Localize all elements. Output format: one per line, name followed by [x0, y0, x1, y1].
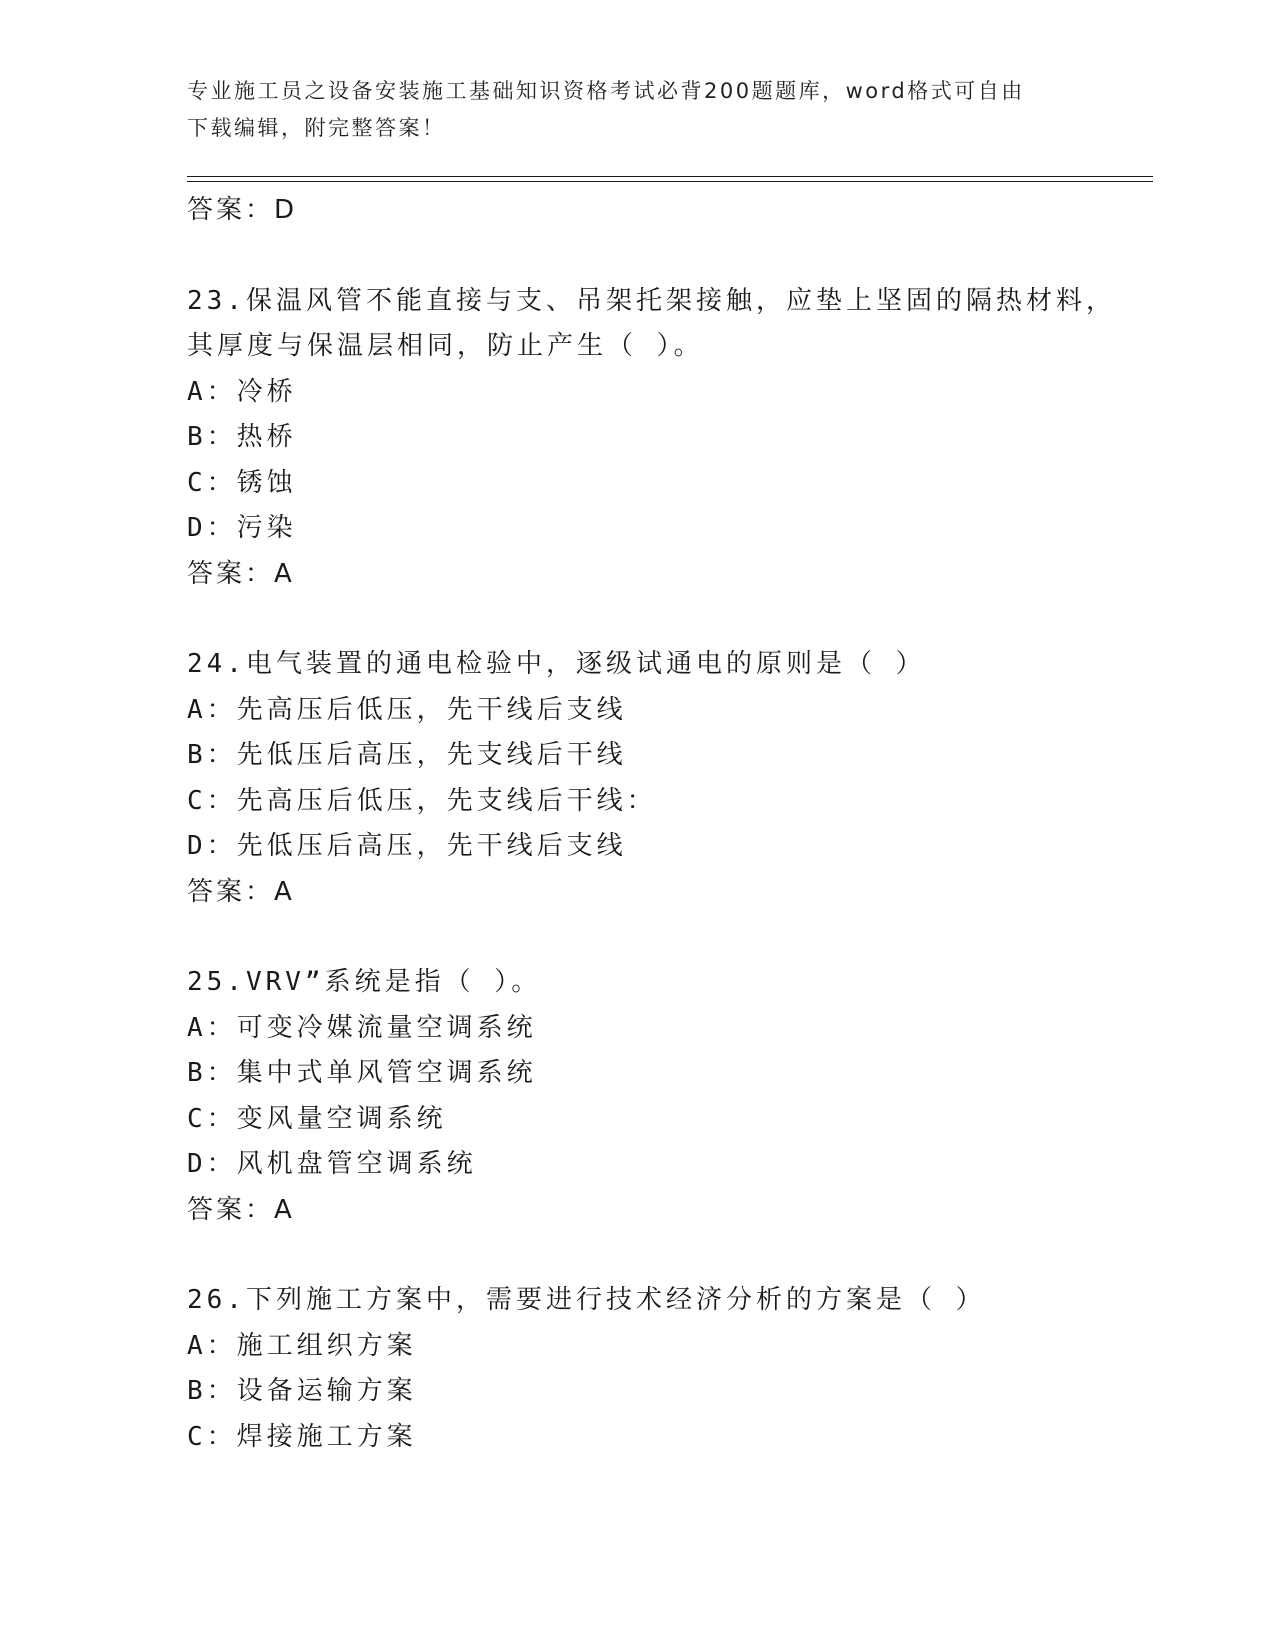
option-a: A：可变冷媒流量空调系统 — [187, 1012, 537, 1043]
spacer — [187, 1233, 1137, 1278]
header-title-line-2: 下载编辑，附完整答案！ — [187, 116, 446, 140]
header-divider-bottom — [187, 181, 1153, 182]
spacer — [187, 915, 1137, 960]
option-c: C：焊接施工方案 — [187, 1421, 417, 1452]
question-stem: 其厚度与保温层相同，防止产生（ ）。 — [187, 331, 704, 361]
answer: 答案：A — [187, 876, 295, 907]
spacer — [187, 597, 1137, 642]
option-b: B：集中式单风管空调系统 — [187, 1058, 537, 1088]
option-c: C：锈蚀 — [187, 467, 297, 498]
document-header — [187, 73, 1067, 147]
header-title-line-1: 专业施工员之设备安装施工基础知识资格考试必背200题题库，word格式可自由 — [187, 79, 1025, 103]
question-stem: 23.保温风管不能直接与支、吊架托架接触，应垫上坚固的隔热材料， — [187, 285, 1116, 316]
option-a: A：施工组织方案 — [187, 1330, 417, 1361]
answer: 答案：A — [187, 1194, 295, 1225]
option-d: D：污染 — [187, 513, 297, 543]
option-b: B：先低压后高压，先支线后干线 — [187, 740, 627, 770]
option-b: B：热桥 — [187, 422, 297, 452]
question-stem: 26.下列施工方案中，需要进行技术经济分析的方案是（ ） — [187, 1285, 986, 1315]
option-a: A：冷桥 — [187, 376, 297, 407]
option-c: C：变风量空调系统 — [187, 1103, 447, 1134]
option-d: D：风机盘管空调系统 — [187, 1149, 477, 1179]
question-24 — [187, 642, 1137, 915]
spacer — [187, 234, 1137, 279]
question-stem: 25.VRV”系统是指（ ）。 — [187, 967, 542, 997]
option-b: B：设备运输方案 — [187, 1376, 417, 1406]
question-26 — [187, 1278, 1137, 1460]
option-a: A：先高压后低压，先干线后支线 — [187, 694, 627, 725]
option-d: D：先低压后高压，先干线后支线 — [187, 831, 627, 861]
option-c: C：先高压后低压，先支线后干线： — [187, 785, 657, 816]
answer: 答案：A — [187, 558, 295, 589]
header-divider-top — [187, 176, 1153, 177]
question-stem: 24.电气装置的通电检验中，逐级试通电的原则是（ ） — [187, 649, 926, 679]
question-list — [187, 188, 1137, 1460]
question-25 — [187, 960, 1137, 1233]
question-23 — [187, 279, 1137, 598]
previous-answer: 答案：D — [187, 195, 298, 225]
